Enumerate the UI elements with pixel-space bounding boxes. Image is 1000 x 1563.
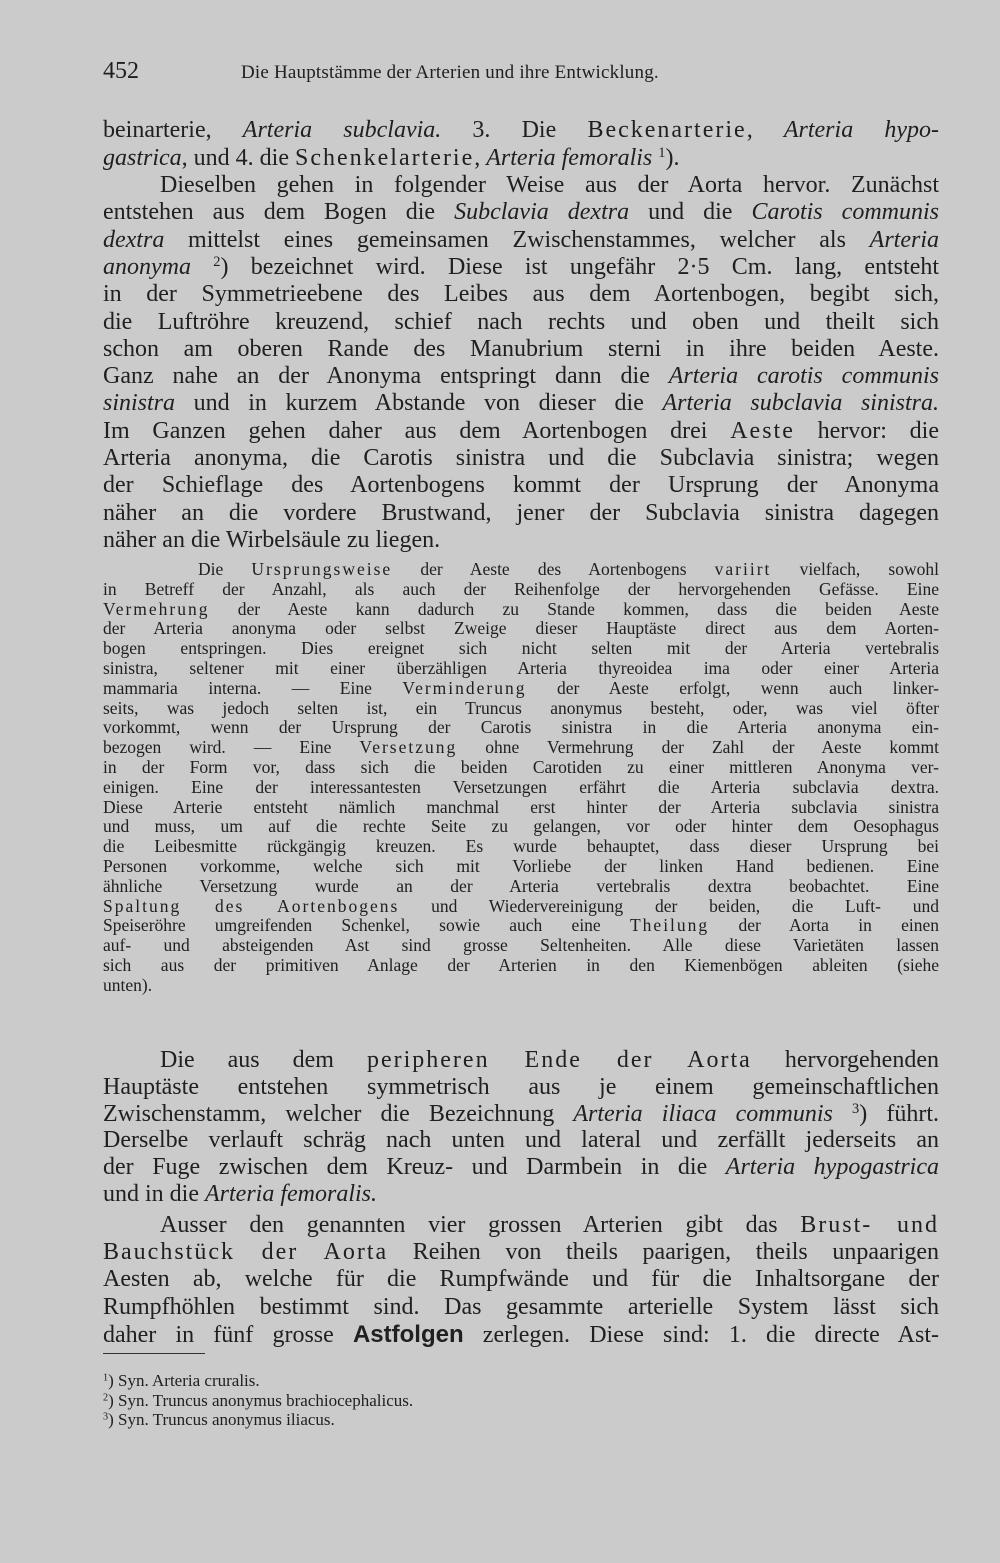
text-line: die Luftröhre kreuzend, schief nach rechts und oben und theilt sich: [103, 308, 939, 335]
text-line: Arteria anonyma, die Carotis sinistra und die Subclavia sinistra; wegen: [103, 445, 939, 471]
smallprint-line: bezogen wird. — Eine Versetzung ohne Vermehrung der Zahl der Aeste kommt: [103, 737, 939, 758]
text-line: näher an die Wirbelsäule zu liegen.: [103, 526, 441, 553]
smallprint-line: einigen. Eine der interessantesten Versetzungen erfährt die Arteria subclavia dextra.: [103, 776, 939, 797]
text-line: daher in fünf grosse Astfolgen zerlegen. Diese sind: 1. die directe Ast-: [103, 1320, 940, 1348]
smallprint-line: bogen entspringen. Dies ereignet sich nicht selten mit der Arteria vertebralis: [103, 638, 939, 659]
smallprint-line: Spaltung des Aortenbogens und Wiedervereinigung der beiden, die Luft- und: [103, 895, 939, 916]
smallprint-line: unten).: [103, 974, 153, 995]
footnote-line: $^1$) Syn. Arteria cruralis.: [103, 1371, 260, 1390]
smallprint-line: und muss, um auf die rechte Seite zu gelangen, vor oder hinter dem Oesophagus: [103, 816, 939, 837]
smallprint-line: der Arteria anonyma oder selbst Zweige dieser Hauptäste direct aus dem Aorten-: [103, 618, 939, 639]
text-line: Dieselben gehen in folgender Weise aus der Aorta hervor. Zunächst: [160, 172, 939, 198]
text-line: Im Ganzen gehen daher aus dem Aortenbogen drei Aeste hervor: die: [103, 417, 939, 444]
smallprint-line: Personen vorkomme, welche sich mit Vorliebe der linken Hand bedienen. Eine: [103, 856, 939, 876]
text-line: anonyma $^2$) bezeichnet wird. Diese ist ungefähr 2·5 Cm. lang, entsteht: [103, 253, 940, 280]
text-line: Die aus dem peripheren Ende der Aorta hervorgehenden: [160, 1047, 939, 1073]
text-line: in der Symmetrieebene des Leibes aus dem Aortenbogen, begibt sich,: [103, 281, 939, 308]
text-line: Rumpfhöhlen bestimmt sind. Das gesammte arterielle System lässt sich: [103, 1293, 939, 1320]
text-line: Hauptäste entstehen symmetrisch aus je einem gemeinschaftlichen: [103, 1073, 939, 1100]
text-line: der Schieflage des Aortenbogens kommt der Ursprung der Anonyma: [103, 472, 939, 499]
text-line: beinarterie, Arteria subclavia. 3. Die Beckenarterie, Arteria hypo-: [103, 117, 940, 143]
text-line: und in die Arteria femoralis.: [103, 1181, 377, 1207]
page-number: 452: [103, 58, 139, 84]
footnote-line: $^3$) Syn. Truncus anonymus iliacus.: [103, 1410, 335, 1429]
smallprint-line: sinistra, seltener mit einer überzähligen Arteria thyreoidea ima oder einer Arteria: [103, 658, 939, 678]
text-line: näher an die vordere Brustwand, jener der Subclavia sinistra dagegen: [103, 499, 939, 526]
text-line: der Fuge zwischen dem Kreuz- und Darmbein in die Arteria hypogastrica: [103, 1154, 939, 1181]
smallprint-line: Vermehrung der Aeste kann dadurch zu Stande kommen, dass die beiden Aeste: [103, 598, 939, 619]
smallprint-line: die Leibesmitte rückgängig kreuzen. Es wurde behauptet, dass dieser Ursprung bei: [103, 836, 939, 857]
text-line: dextra mittelst eines gemeinsamen Zwischenstammes, welcher als Arteria: [103, 226, 939, 253]
text-line: gastrica, und 4. die Schenkelarterie, Arteria femoralis $^1$).: [103, 144, 680, 171]
text-line: Bauchstück der Aorta Reihen von theils paarigen, theils unpaarigen: [103, 1239, 939, 1266]
text-line: Zwischenstamm, welcher die Bezeichnung Arteria iliaca communis $^3$) führt.: [103, 1100, 939, 1127]
footnote-line: $^2$) Syn. Truncus anonymus brachiocephalicus.: [103, 1390, 414, 1410]
smallprint-line: Diese Arterie entsteht nämlich manchmal erst hinter der Arteria subclavia sinistra: [103, 796, 939, 817]
text-line: sinistra und in kurzem Abstande von dieser die Arteria subclavia sinistra.: [103, 390, 939, 417]
smallprint-line: auf- und absteigenden Ast sind grosse Seltenheiten. Alle diese Varietäten lassen: [103, 935, 939, 956]
running-header: [103, 58, 933, 94]
text-line: Aesten ab, welche für die Rumpfwände und für die Inhaltsorgane der: [103, 1266, 939, 1293]
smallprint-line: mammaria interna. — Eine Verminderung der Aeste erfolgt, wenn auch linker-: [103, 677, 940, 698]
text-line: Ausser den genannten vier grossen Arterien gibt das Brust- und: [160, 1212, 939, 1238]
text-line: schon am oberen Rande des Manubrium sterni in ihre beiden Aeste.: [103, 335, 939, 362]
running-title: Die Hauptstämme der Arterien und ihre Entwicklung.: [241, 62, 659, 83]
smallprint-line: in der Form vor, dass sich die beiden Carotiden zu einer mittleren Anonyma ver-: [103, 757, 939, 777]
smallprint-line: seits, was jedoch selten ist, ein Truncus anonymus besteht, oder, was viel öfter: [103, 697, 939, 718]
text-line: entstehen aus dem Bogen die Subclavia dextra und die Carotis communis: [103, 199, 939, 226]
smallprint-line: Speiseröhre umgreifenden Schenkel, sowie auch eine Theilung der Aorta in einen: [103, 915, 940, 936]
text-line: Derselbe verlauft schräg nach unten und lateral und zerfällt jederseits an: [103, 1127, 939, 1154]
smallprint-line: Die Ursprungsweise der Aeste des Aortenbogens variirt vielfach, sowohl: [198, 559, 939, 579]
smallprint-line: ähnliche Versetzung wurde an der Arteria vertebralis dextra beobachtet. Eine: [103, 875, 939, 896]
text-line: Ganz nahe an der Anonyma entspringt dann die Arteria carotis communis: [103, 363, 940, 390]
footnote-rule: [103, 1353, 205, 1354]
smallprint-line: vorkommt, wenn der Ursprung der Carotis sinistra in die Arteria anonyma ein-: [103, 717, 939, 738]
smallprint-line: sich aus der primitiven Anlage der Arterien in den Kiemenbögen ableiten (siehe: [103, 955, 939, 975]
smallprint-line: in Betreff der Anzahl, als auch der Reihenfolge der hervorgehenden Gefässe. Eine: [103, 578, 939, 599]
